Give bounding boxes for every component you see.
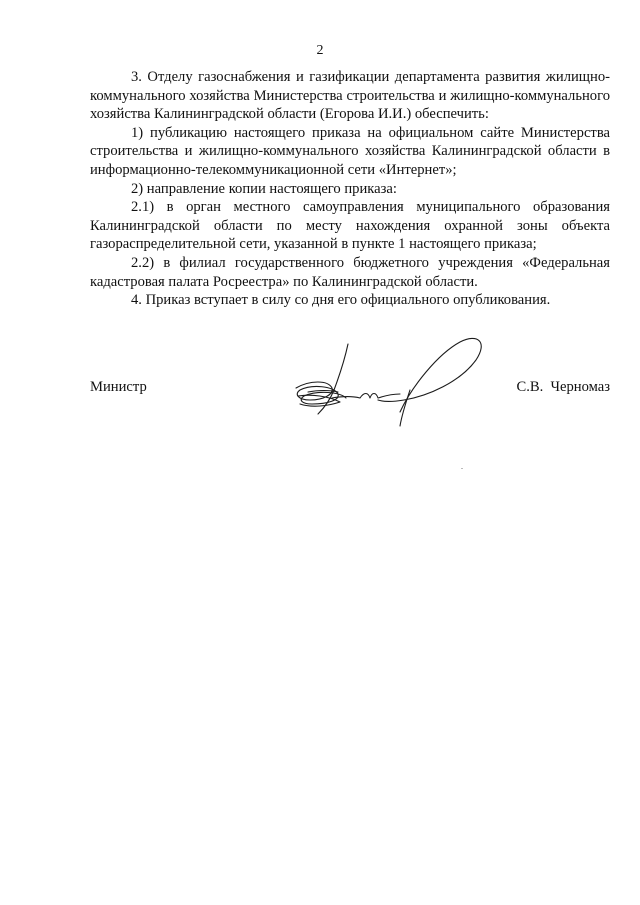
document-body [90, 68, 610, 310]
signature-block [90, 378, 610, 400]
signer-name: С.В. Черномаз [516, 379, 610, 395]
paragraph-4: 4. Приказ вступает в силу со дня его официального опубликования. [131, 292, 551, 309]
paragraph-3-1: 1) публикацию настоящего приказа на официальном сайте Министерства строительства и жилищно-коммунального хозяйства Калининградской области в информационно-телекоммуникационной сети «Интернет»; [90, 124, 610, 178]
paragraph-3-2-2: 2.2) в филиал государственного бюджетного учреждения «Федеральная кадастровая палата Росреестра» по Калининградской области. [90, 254, 610, 290]
scan-speck [461, 468, 463, 469]
page-number: 2 [316, 43, 324, 58]
paragraph-3-2: 2) направление копии настоящего приказа: [131, 180, 397, 197]
signer-position: Министр [90, 379, 147, 395]
paragraph-3: 3. Отделу газоснабжения и газификации департамента развития жилищно-коммунального хозяйства Министерства строительства и жилищно-коммунального хозяйства Калининградской области (Егорова И.И.) обеспечить: [90, 69, 610, 123]
paragraph-3-2-1: 2.1) в орган местного самоуправления муниципального образования Калининградской области по месту нахождения охранной зоны объекта газораспределительной сети, указанной в пункте 1 настоящего приказа; [90, 199, 610, 253]
